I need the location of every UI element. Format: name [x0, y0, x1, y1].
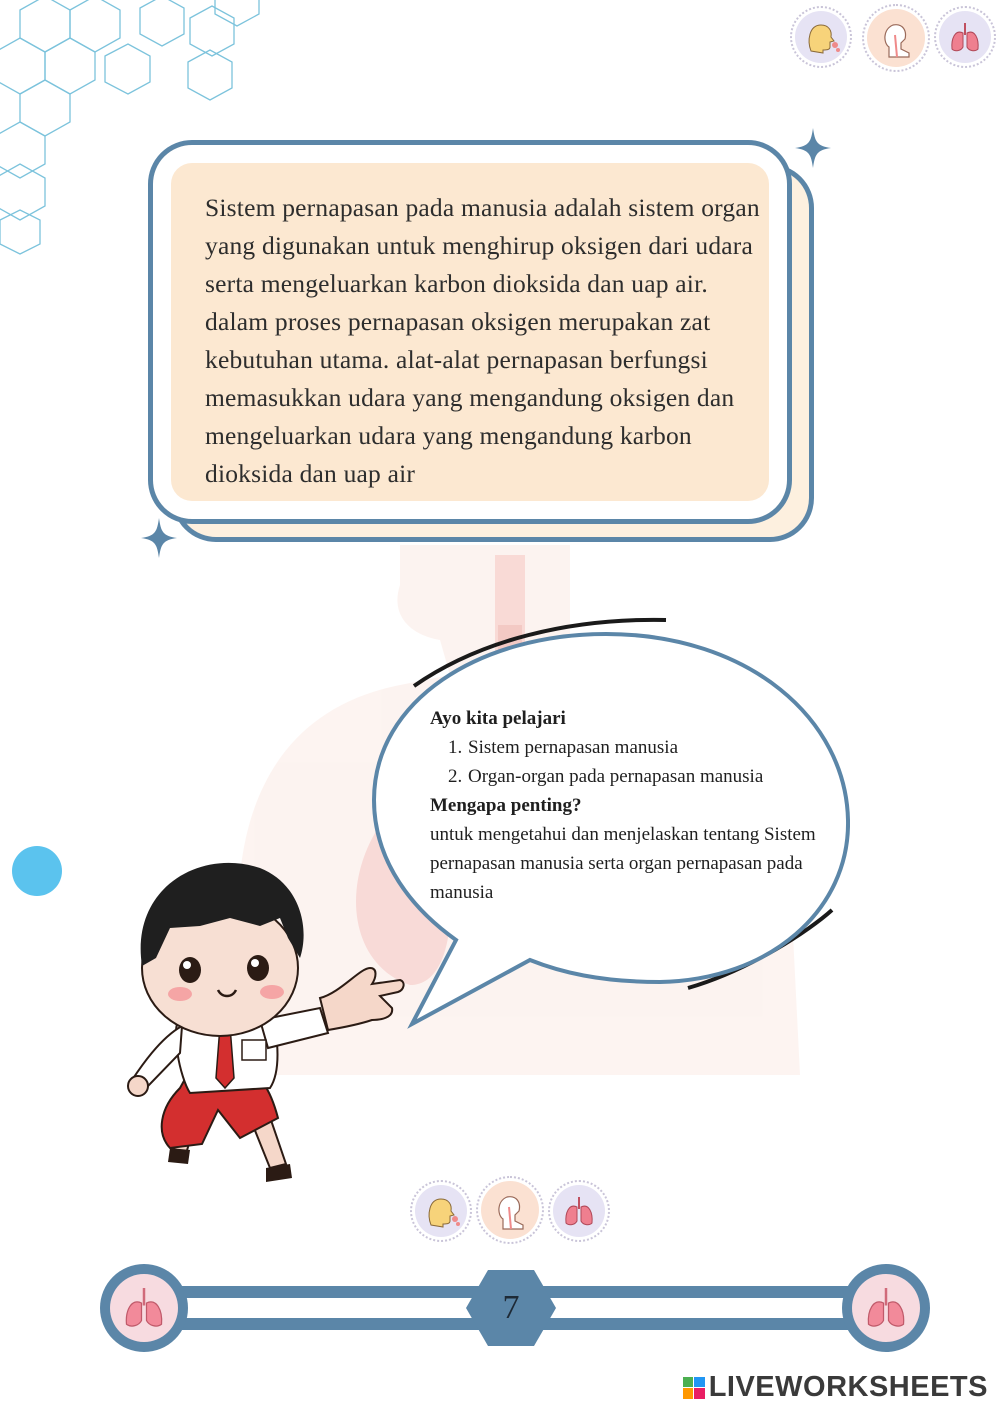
liveworksheets-watermark	[683, 1371, 988, 1404]
watermark-text: LIVEWORKSHEETS	[708, 1371, 988, 1403]
bubble-content	[430, 704, 840, 907]
medallion-breathing	[790, 6, 852, 68]
throat-anatomy-icon	[489, 1189, 531, 1231]
list-item: 2. Organ-organ pada pernapasan manusia	[448, 766, 764, 787]
breathing-face-icon	[801, 17, 841, 57]
list-item: 1. Sistem pernapasan manusia	[448, 737, 679, 758]
blue-dot-decoration	[12, 846, 62, 896]
lungs-icon	[119, 1283, 169, 1333]
medallion-throat	[476, 1176, 544, 1244]
sparkle-star-icon	[795, 128, 831, 168]
page-number: 7	[502, 1289, 520, 1326]
sparkle-star-icon	[141, 518, 177, 558]
lungs-icon	[861, 1283, 911, 1333]
breathing-face-icon	[421, 1191, 461, 1231]
lungs-icon	[559, 1191, 599, 1231]
medallion-breathing	[410, 1180, 472, 1242]
medallion-throat	[862, 4, 930, 72]
liveworksheets-logo-icon	[683, 1377, 705, 1399]
topic-list	[430, 733, 840, 791]
footer-lungs-right	[842, 1264, 930, 1352]
medallion-lungs	[548, 1180, 610, 1242]
pointing-boy-illustration	[110, 848, 410, 1198]
intro-paragraph: Sistem pernapasan pada manusia adalah sistem organ yang digunakan untuk menghirup oksigen dari udara serta mengeluarkan karbon dioksida dan uap air. dalam proses pernapasan oksigen merupakan zat kebutuhan utama. alat-alat pernapasan berfungsi memasukkan udara yang mengandung oksigen dan mengeluarkan udara yang mengandung karbon dioksida dan uap air	[205, 193, 760, 488]
medallion-lungs	[934, 6, 996, 68]
intro-card	[148, 140, 792, 524]
bubble-question: Mengapa penting?	[430, 795, 582, 816]
bubble-answer: untuk mengetahui dan menjelaskan tentang Sistem pernapasan manusia serta organ pernapasan pada manusia	[430, 824, 816, 903]
footer-lungs-left	[100, 1264, 188, 1352]
throat-anatomy-icon	[875, 17, 917, 59]
lungs-icon	[945, 17, 985, 57]
bubble-heading: Ayo kita pelajari	[430, 708, 566, 729]
